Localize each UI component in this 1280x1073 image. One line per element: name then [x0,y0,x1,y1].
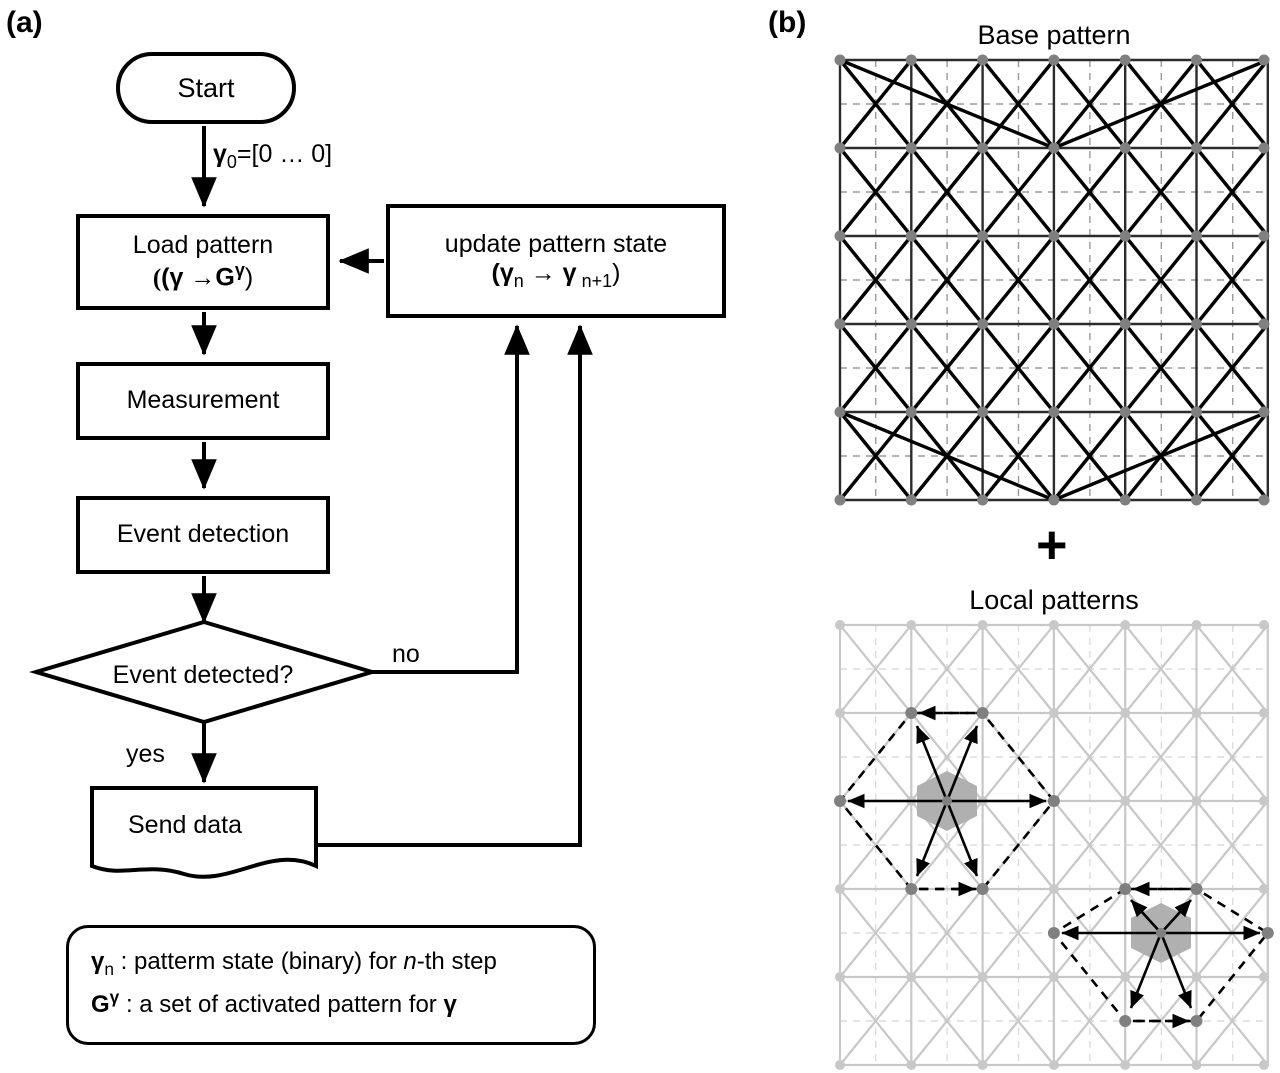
legend-box [66,925,596,1045]
base-solid-lattice [840,60,1268,500]
event-detection-label: Event detection [116,520,290,549]
local-pattern-1-dashed-hex [840,713,1054,889]
base-dashed-lines [840,60,1268,500]
event-detection-box [76,496,330,574]
panel-a-label: (a) [6,6,43,39]
flowchart-start-node [116,52,296,124]
legend-G-sup: γ [109,987,120,1008]
local-faded-lattice [840,625,1268,1065]
init-gamma: γ [213,140,227,168]
local-faded-nodes [835,620,1269,1070]
start-label: Start [177,72,235,103]
local-pattern-1 [834,707,1060,895]
local-pattern-1-hexfill [917,771,977,831]
legend-line-1 [91,942,571,983]
init-post: =[0 … 0] [236,140,333,168]
legend-gamma-sub: n [104,958,114,979]
edge-no-branch [372,326,517,672]
measurement-box [76,362,330,440]
legend-text-c: : a set of activated pattern for [119,991,444,1019]
load-pattern-box [76,214,330,310]
local-pattern-2-hexfill [1131,903,1191,963]
no-label: no [392,640,420,668]
plus-icon: + [1036,515,1068,575]
load-pattern-line1: Load pattern [132,230,274,259]
init-sub: 0 [226,152,237,172]
local-dashed-lines [840,625,1268,1065]
base-nodes [835,55,1270,506]
legend-line-2 [91,983,571,1025]
local-pattern-1-nodes [834,707,1060,895]
update-line1: update pattern state [444,229,668,258]
legend-gamma: γ [91,948,105,975]
local-patterns-title: Local patterns [969,585,1139,615]
local-pattern-2 [1048,883,1274,1027]
decision-label: Event detected? [112,661,294,689]
update-pattern-state-box [386,204,726,318]
base-pattern-grid [835,55,1270,506]
local-pattern-2-dashed-hex [1054,889,1268,1021]
local-pattern-2-nodes [1048,883,1274,1027]
legend-text-b: -th step [416,948,497,975]
local-pattern-2-arrows [1062,889,1260,1021]
init-edge-label [213,140,332,173]
local-pattern-1-arrows [848,713,1046,889]
base-pattern-title: Base pattern [977,20,1131,50]
load-pattern-line2: ($(\gamma \to G^\gamma)$ [152,260,254,292]
legend-text-a: : patterm state (binary) for [113,948,404,975]
local-pattern-grid [834,620,1274,1070]
update-line2: ($\gamma_n \to \gamma$ $_{n+1}$) [491,259,621,292]
edge-send-to-update [316,326,580,845]
panel-b-label: (b) [768,6,807,39]
legend-gamma2: γ [443,991,457,1019]
yes-label: yes [126,740,165,768]
measurement-label: Measurement [126,386,280,415]
base-diagonals [840,60,1268,500]
legend-italic-n: n [403,948,417,975]
send-data-label: Send data [128,811,242,839]
legend-G: G [91,991,110,1019]
